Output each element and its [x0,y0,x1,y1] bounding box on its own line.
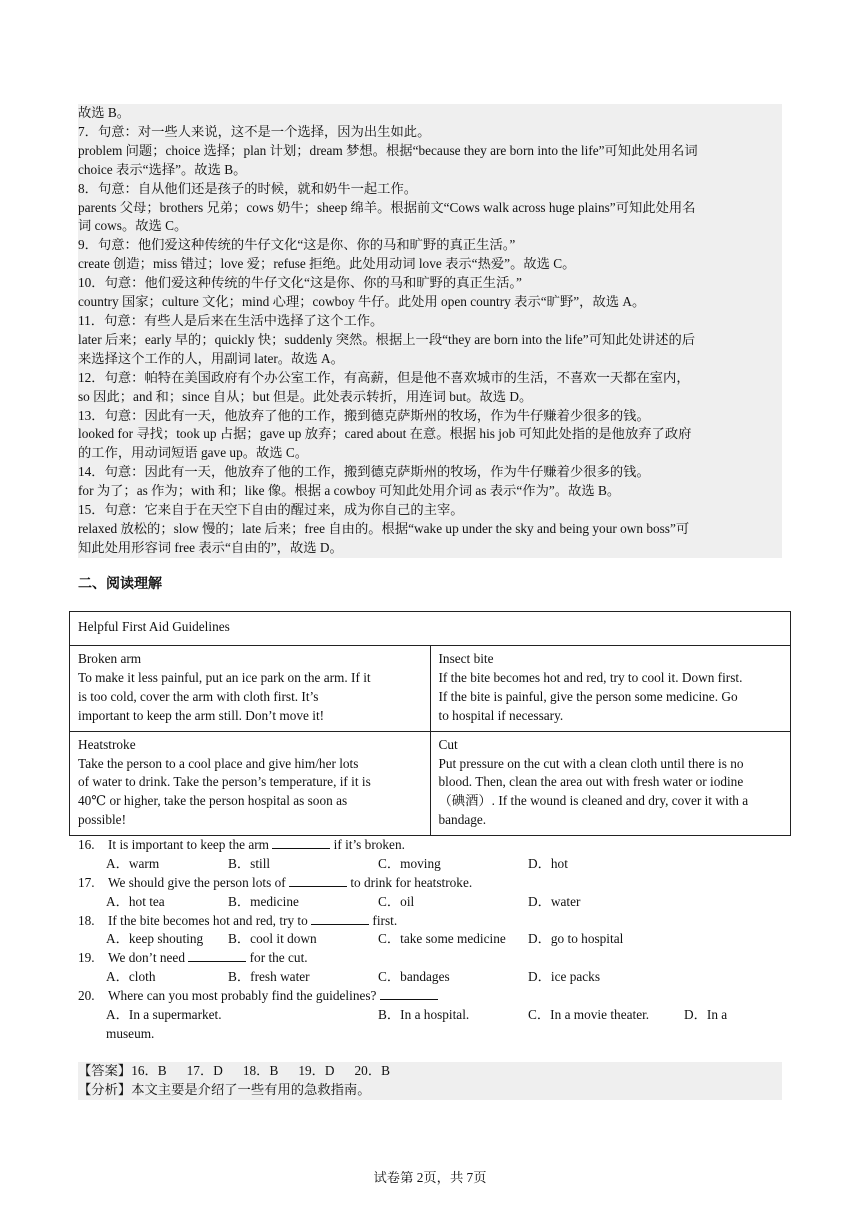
option[interactable]: C．bandages [378,969,450,985]
question-number: 18. [78,912,95,928]
question-stem [78,836,782,855]
question-text: We don’t need [108,950,185,966]
option[interactable]: A．In a supermarket. [106,1007,222,1023]
section-title: 二、阅读理解 [78,576,162,592]
answer-blank [289,874,347,887]
cell-heading: Cut [438,736,458,752]
option[interactable]: B．medicine [228,893,299,909]
question-stem [78,987,782,1006]
question-list [78,836,782,1044]
answer-label: 【答案】 [78,1063,132,1078]
cell-line: possible! [78,812,127,828]
question-number: 19. [78,950,95,966]
question-stem [78,949,782,968]
question-text: It is important to keep the arm [108,837,269,852]
option[interactable]: B．fresh water [228,969,310,985]
cell-line: important to keep the arm still. Don’t move it! [78,707,325,723]
cell-line: to hospital if necessary. [438,707,564,723]
explanation-line: 知此处用形容词 free 表示“自由的”，故选 D。 [78,539,343,555]
explanation-line: country 国家；culture 文化；mind 心理；cowboy 牛仔。此处用 open country 表示“旷野”，故选 A。 [78,294,646,310]
explanation-line: so 因此；and 和；since 自从；but 但是。此处表示转折，用连词 but。故选 D。 [78,388,533,404]
explanation-line: 9．句意：他们爱这种传统的牛仔文化“这是你、你的马和旷野的真正生活。” [78,237,516,253]
cell-line: Put pressure on the cut with a clean cloth until there is no [438,755,744,771]
first-aid-table [69,611,791,836]
option[interactable]: D．In a [684,1007,728,1023]
explanation-line: choice 表示“选择”。故选 B。 [78,161,247,177]
option[interactable]: A．cloth [106,969,156,985]
analysis-label: 【分析】 [78,1081,132,1097]
explanation-line: problem 问题；choice 选择；plan 计划；dream 梦想。根据“because they are born into the life”可知此处用名词 [78,142,698,158]
table-cell-heatstroke [70,731,431,836]
explanation-line: 8．句意：自从他们还是孩子的时候，就和奶牛一起工作。 [78,180,418,196]
option[interactable]: B．cool it down [228,931,317,947]
question-stem [78,912,782,931]
question-text: Where can you most probably find the guidelines? [108,988,377,1004]
explanation-line: 来选择这个工作的人，用副词 later。故选 A。 [78,350,344,366]
explanation-line: looked for 寻找；took up 占据；gave up 放弃；cared about 在意。根据 his job 可知此处指的是他放弃了政府 [78,426,692,442]
explanation-line: parents 父母；brothers 兄弟；cows 奶牛；sheep 绵羊。根据前文“Cows walk across huge plains”可知此处用名 [78,199,696,215]
option[interactable]: D．water [528,893,581,909]
explanation-line: 词 cows。故选 C。 [78,218,188,234]
question-text-after: if it’s broken. [333,837,405,852]
explanation-line: 11．句意：有些人是后来在生活中选择了这个工作。 [78,312,384,328]
explanation-line: 12．句意：帕特在美国政府有个办公室工作，有高薪，但是他不喜欢城市的生活，不喜欢一天都在室内， [78,369,690,385]
option[interactable]: C．In a movie theater. [528,1007,650,1023]
explanation-line: for 为了；as 作为；with 和；like 像。根据 a cowboy 可知此处用介词 as 表示“作为”。故选 B。 [78,483,621,499]
option[interactable]: A．warm [106,855,160,871]
table-title: Helpful First Aid Guidelines [70,612,791,646]
option[interactable]: A．hot tea [106,893,165,909]
cell-line: blood. Then, clean the area out with fresh water or iodine [438,774,744,790]
explanation-line: 13．句意：因此有一天，他放弃了他的工作，搬到德克萨斯州的牧场，作为牛仔赚着少很多的钱。 [78,407,650,423]
question-text-after: for the cut. [249,950,308,966]
option[interactable]: D．go to hospital [528,931,624,947]
table-cell-cut [430,731,791,836]
cell-line: If the bite is painful, give the person some medicine. Go [438,688,738,704]
option[interactable]: D．hot [528,855,568,871]
answer-item: 17．D [186,1063,223,1078]
option[interactable]: C．oil [378,893,415,909]
option-continued: museum. [106,1025,155,1041]
option[interactable]: C．take some medicine [378,931,506,947]
answer-line [78,1062,782,1081]
answer-blank [380,987,438,1000]
question-stem [78,874,782,893]
explanation-line: 15．句意：它来自于在天空下自由的醒过来，成为你自己的主宰。 [78,502,464,518]
cell-line: is too cold, cover the arm with cloth first. It’s [78,688,319,704]
option[interactable]: D．ice packs [528,969,600,985]
page-footer: 试卷第 2页，共 7页 [373,1170,487,1185]
option-row [78,930,782,949]
table-cell-broken-arm [70,646,431,732]
option[interactable]: C．moving [378,855,441,871]
option-row [78,855,782,874]
option-row-continued [78,1025,782,1044]
cell-line: 40℃ or higher, take the person hospital as soon as [78,793,348,809]
question-number: 16. [78,837,95,852]
option[interactable]: B．In a hospital. [378,1007,470,1023]
table-cell-insect-bite [430,646,791,732]
cell-line: bandage. [438,812,487,828]
option[interactable]: B．still [228,855,271,871]
explanation-line: 的工作，用动词短语 gave up。故选 C。 [78,445,309,461]
answer-blank [272,836,330,849]
answer-item: 20．B [354,1063,390,1078]
option-row [78,1006,782,1025]
question-text-after: to drink for heatstroke. [350,874,473,890]
cell-line: Take the person to a cool place and give him/her lots [78,755,359,771]
option-row [78,893,782,912]
cell-line: If the bite becomes hot and red, try to cool it. Down first. [438,669,743,685]
cell-heading: Insect bite [438,651,494,666]
question-number: 20. [78,988,95,1004]
question-text-after: first. [372,912,398,928]
answer-blank [188,949,246,962]
answer-item: 16．B [131,1063,167,1078]
option-row [78,968,782,987]
question-text: If the bite becomes hot and red, try to [108,912,308,928]
answer-item: 18．B [242,1063,279,1078]
answer-item: 19．D [298,1063,335,1078]
cell-line: （碘酒）. If the wound is cleaned and dry, cover it with a [438,793,749,809]
cell-line: To make it less painful, put an ice park on the arm. If it [78,669,371,685]
question-text: We should give the person lots of [108,874,286,890]
explanation-line: relaxed 放松的；slow 慢的；late 后来；free 自由的。根据“wake up under the sky and being your own boss”可 [78,520,690,536]
option[interactable]: A．keep shouting [106,931,204,947]
explanation-line: 故选 B。 [78,105,131,120]
question-number: 17. [78,874,95,890]
explanation-line: later 后来；early 早的；quickly 快；suddenly 突然。根据上一段“they are born into the life”可知此处讲述的后 [78,331,696,347]
explanation-line: 14．句意：因此有一天，他放弃了他的工作，搬到德克萨斯州的牧场，作为牛仔赚着少很多的钱。 [78,464,650,480]
cell-line: of water to drink. Take the person’s temperature, if it is [78,774,371,790]
cell-heading: Heatstroke [78,736,136,752]
explanation-block [78,104,782,558]
answer-block [78,1062,782,1100]
analysis-text: 本文主要是介绍了一些有用的急救指南。 [131,1081,371,1097]
answer-blank [311,912,369,925]
analysis-line [78,1081,782,1100]
explanation-line: 7．句意：对一些人来说，这不是一个选择，因为出生如此。 [78,123,431,139]
explanation-line: create 创造；miss 错过；love 爱；refuse 拒绝。此处用动词 love 表示“热爱”。故选 C。 [78,256,576,272]
explanation-line: 10．句意：他们爱这种传统的牛仔文化“这是你、你的马和旷野的真正生活。” [78,275,522,291]
cell-heading: Broken arm [78,651,142,666]
